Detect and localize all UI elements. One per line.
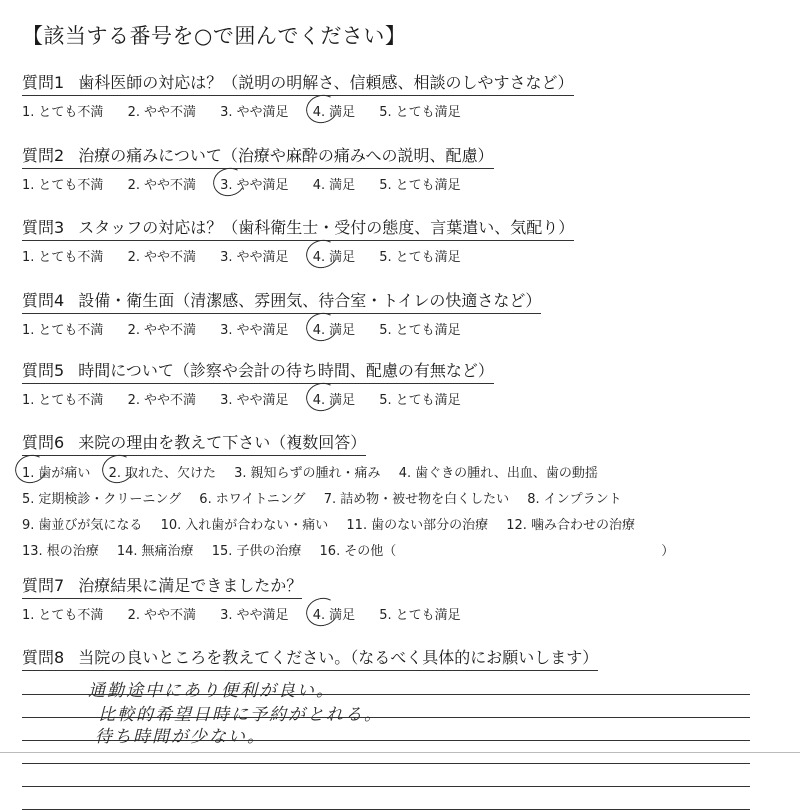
question-number: 質問3 [22, 218, 65, 237]
option-4-selected[interactable]: 4. 満足 [313, 101, 355, 120]
option-11[interactable]: 11. 歯のない部分の治療 [346, 518, 489, 533]
option-1[interactable]: 1. とても不満 [22, 608, 104, 623]
option-15[interactable]: 15. 子供の治療 [211, 544, 302, 559]
option-5[interactable]: 5. とても満足 [379, 323, 461, 338]
question-number: 質問8 [22, 648, 65, 667]
options-row [22, 246, 782, 265]
question-2-title [22, 143, 494, 169]
option-1[interactable]: 1. とても不満 [22, 178, 104, 193]
question-text: スタッフの対応は？（歯科衛生士・受付の態度、言葉遣い、気配り） [78, 218, 575, 237]
question-1-title [22, 70, 574, 96]
option-8[interactable]: 8. インプラント [527, 492, 622, 507]
options-row [22, 101, 782, 120]
question-7 [22, 573, 782, 623]
question-text: 当院の良いところを教えてください。（なるべく具体的にお願いします） [78, 648, 599, 667]
option-2[interactable]: 2. やや不満 [127, 178, 196, 193]
handwritten-answer-3: 待ち時間が少ない。 [95, 727, 266, 747]
options-row [22, 319, 782, 338]
option-4[interactable]: 4. 満足 [312, 178, 356, 193]
option-2[interactable]: 2. やや不満 [127, 608, 196, 623]
question-number: 質問4 [22, 291, 65, 310]
option-9[interactable]: 9. 歯並びが気になる [22, 518, 143, 533]
options-row [22, 389, 782, 408]
instruction-header: 【該当する番号を○で囲んでください】 [22, 24, 407, 48]
option-3[interactable]: 3. やや満足 [220, 105, 289, 120]
question-text: 時間について（診察や会計の待ち時間、配慮の有無など） [78, 361, 494, 380]
option-10[interactable]: 10. 入れ歯が合わない・痛い [160, 518, 329, 533]
question-5 [22, 358, 782, 408]
option-2[interactable]: 2. やや不満 [127, 105, 196, 120]
option-5[interactable]: 5. とても満足 [379, 250, 461, 265]
option-5[interactable]: 5. とても満足 [379, 393, 461, 408]
option-7[interactable]: 7. 詰め物・被せ物を白くしたい [323, 492, 510, 507]
option-4-selected[interactable]: 4. 満足 [313, 389, 355, 408]
option-3-selected[interactable]: 3. やや満足 [220, 174, 288, 193]
question-number: 質問5 [22, 361, 65, 380]
option-6[interactable]: 6. ホワイトニング [199, 492, 306, 507]
option-2[interactable]: 2. やや不満 [127, 393, 196, 408]
option-3[interactable]: 3. 親知らずの腫れ・痛み [234, 466, 381, 481]
option-2[interactable]: 2. やや不満 [127, 250, 196, 265]
question-8 [22, 645, 782, 671]
option-3[interactable]: 3. やや満足 [220, 393, 289, 408]
question-4-title [22, 288, 541, 314]
option-1[interactable]: 1. とても不満 [22, 105, 104, 120]
close-paren: ） [661, 544, 675, 559]
option-3[interactable]: 3. やや満足 [220, 323, 289, 338]
question-6-title [22, 430, 366, 456]
question-3-title [22, 215, 574, 241]
question-text: 歯科医師の対応は？（説明の明解さ、信頼感、相談のしやすさなど） [78, 73, 574, 92]
options-row [22, 174, 782, 193]
option-1[interactable]: 1. とても不満 [22, 323, 104, 338]
question-number: 質問7 [22, 576, 65, 595]
answer-line [22, 764, 750, 787]
question-text: 来院の理由を教えて下さい（複数回答） [78, 433, 367, 452]
question-2 [22, 143, 782, 193]
handwritten-answer-2: 比較的希望日時に予約がとれる。 [98, 705, 383, 725]
question-6 [22, 430, 782, 565]
option-1-selected[interactable]: 1. 歯が痛い [22, 461, 90, 487]
answer-line [22, 787, 750, 810]
handwritten-answer-1: 通勤途中にあり便利が良い。 [88, 681, 335, 701]
option-5[interactable]: 5. 定期検診・クリーニング [22, 492, 182, 507]
option-3[interactable]: 3. やや満足 [220, 608, 289, 623]
option-14[interactable]: 14. 無痛治療 [116, 544, 194, 559]
question-text: 治療結果に満足できましたか？ [78, 576, 303, 595]
option-4-selected[interactable]: 4. 満足 [313, 604, 355, 623]
option-5[interactable]: 5. とても満足 [379, 608, 461, 623]
multi-options [22, 461, 782, 565]
option-4-selected[interactable]: 4. 満足 [313, 246, 355, 265]
option-2[interactable]: 2. やや不満 [127, 323, 196, 338]
option-13[interactable]: 13. 根の治療 [22, 544, 99, 559]
option-1[interactable]: 1. とても不満 [22, 250, 104, 265]
question-8-title [22, 645, 598, 671]
page-edge-line [0, 752, 800, 753]
question-number: 質問6 [22, 433, 65, 452]
option-12[interactable]: 12. 噛み合わせの治療 [506, 518, 635, 533]
options-row [22, 604, 782, 623]
question-1 [22, 70, 782, 120]
question-number: 質問2 [22, 146, 65, 165]
question-5-title [22, 358, 494, 384]
question-4 [22, 288, 782, 338]
question-7-title [22, 573, 302, 599]
option-5[interactable]: 5. とても満足 [379, 105, 461, 120]
question-number: 質問1 [22, 73, 65, 92]
option-4[interactable]: 4. 歯ぐきの腫れ、出血、歯の動揺 [398, 466, 598, 481]
question-text: 治療の痛みについて（治療や麻酔の痛みへの説明、配慮） [78, 146, 494, 165]
question-3 [22, 215, 782, 265]
question-text: 設備・衛生面（清潔感、雰囲気、待合室・トイレの快適さなど） [78, 291, 542, 310]
option-3[interactable]: 3. やや満足 [220, 250, 289, 265]
option-5[interactable]: 5. とても満足 [379, 178, 461, 193]
option-16[interactable]: 16. その他（ ） [319, 544, 675, 559]
option-4-selected[interactable]: 4. 満足 [313, 319, 355, 338]
option-2-selected[interactable]: 2. 取れた、欠けた [109, 461, 216, 487]
option-1[interactable]: 1. とても不満 [22, 393, 104, 408]
